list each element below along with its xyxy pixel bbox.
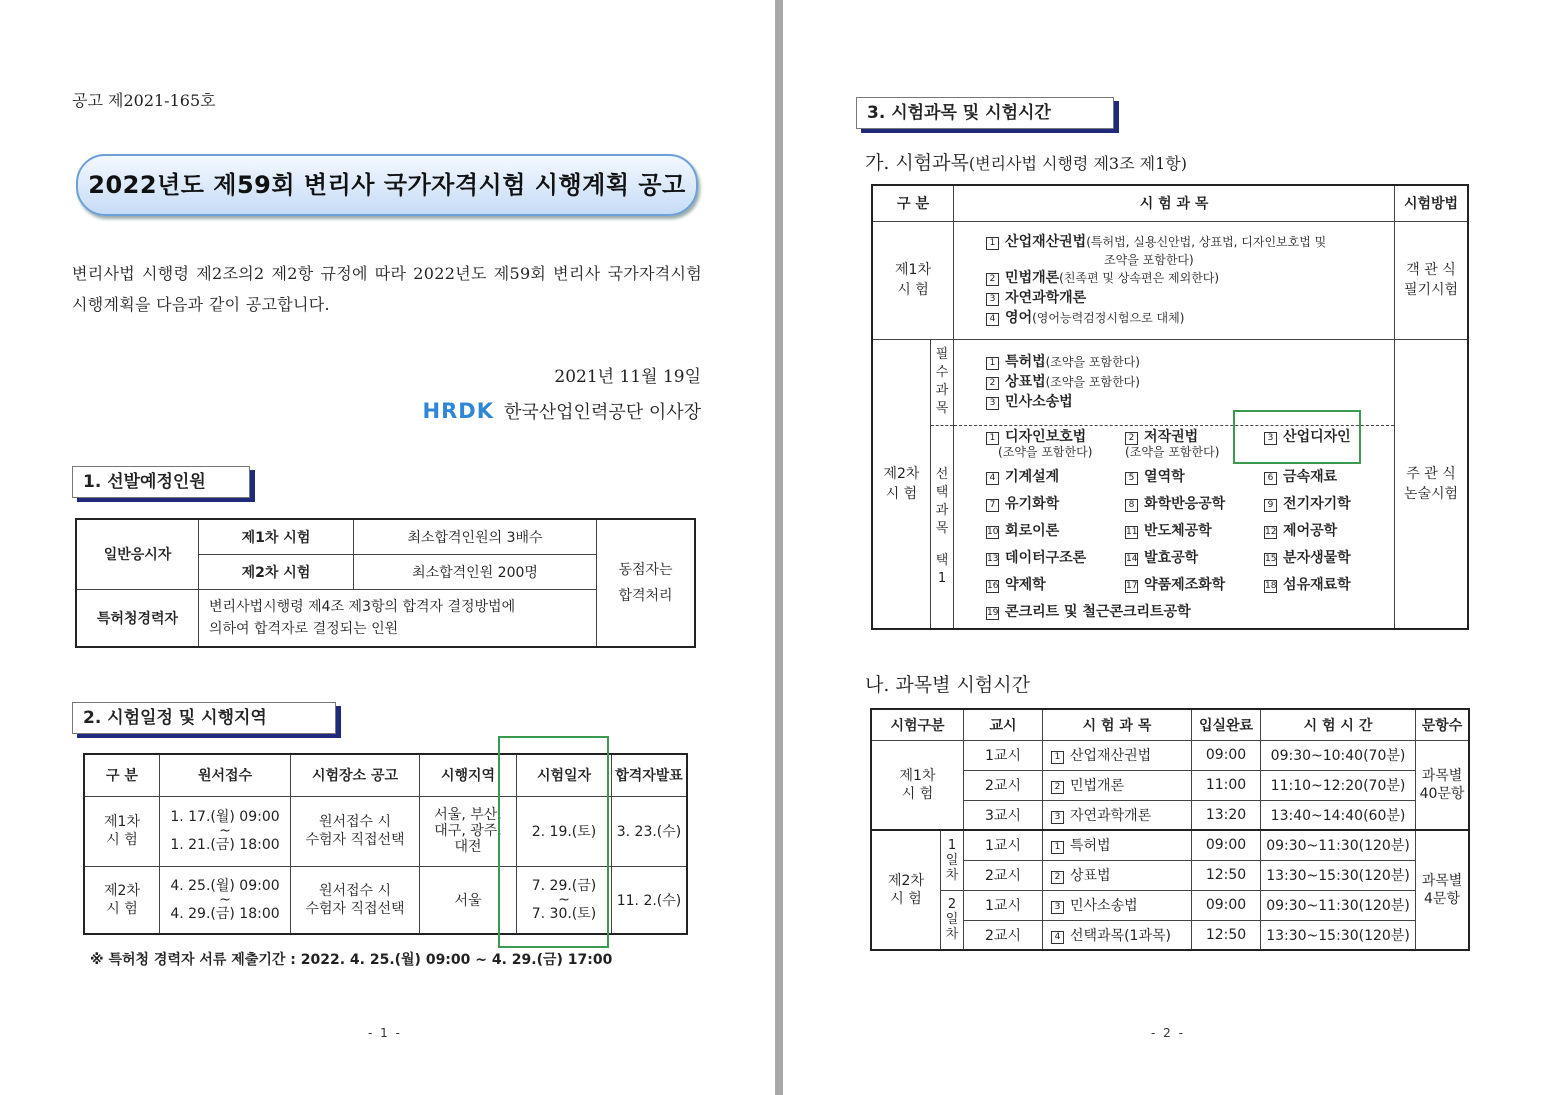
elective-char: 택	[935, 484, 949, 500]
number-box: 6	[1264, 472, 1277, 485]
application-start: 4. 25.(월) 09:00	[170, 877, 280, 894]
subject-name: 상표법	[1005, 374, 1046, 390]
subject-header-method: 시험방법	[1395, 185, 1468, 221]
selection-quota-table	[75, 518, 696, 648]
subject-name: 열역학	[1144, 468, 1185, 485]
count-line-1: 과목별	[1421, 767, 1463, 784]
elective-item	[986, 494, 1125, 514]
notice-number: 공고 제2021-165호	[72, 91, 216, 110]
issue-date: 2021년 11월 19일	[554, 367, 701, 387]
venue-line-2: 수험자 직접선택	[305, 900, 405, 917]
period-cell: 2교시	[964, 920, 1043, 950]
subject-cell	[1043, 920, 1192, 950]
number-box: 3	[986, 397, 999, 410]
elective-item	[986, 602, 1394, 622]
entry-cell: 09:00	[1192, 740, 1261, 770]
subject-table	[871, 184, 1469, 630]
region-line-2: 대구, 광주,	[434, 823, 502, 839]
subject-name: 약제학	[1005, 576, 1046, 593]
time-row	[871, 890, 1469, 920]
subject-text: 민사소송법	[1070, 898, 1138, 914]
subject-note: (친족편 및 상속편은 제외한다)	[1059, 271, 1220, 285]
application-end: 4. 29.(금) 18:00	[170, 905, 280, 922]
count-first	[1416, 740, 1470, 830]
kipo-quota	[199, 589, 597, 647]
application-tilde: ~	[219, 891, 231, 908]
time-cell: 13:30~15:30(120분)	[1261, 860, 1416, 890]
elective-item	[986, 548, 1125, 568]
day-char: 차	[945, 867, 959, 883]
page-number: - 2 -	[1151, 1026, 1185, 1040]
time-first-label	[871, 740, 964, 830]
subject-cell	[1043, 770, 1192, 800]
issuer-name: 한국산업인력공단 이사장	[504, 402, 701, 423]
elective-char: 1	[937, 570, 947, 586]
issuer-signature	[423, 398, 701, 424]
required-char: 과	[935, 383, 949, 398]
subject-first-label	[872, 221, 954, 339]
subsection-b-title: 나. 과목별 시험시간	[865, 674, 1030, 696]
first-method	[1395, 221, 1468, 339]
subject-name: 약품제조화학	[1144, 576, 1226, 593]
intro-paragraph: 변리사법 시행령 제2조의2 제2항 규정에 따라 2022년도 제59회 변리사 국가자격시험 시행계획을 다음과 같이 공고합니다.	[72, 264, 702, 314]
number-box: 2	[986, 273, 999, 286]
label-line-2: 시 험	[901, 785, 934, 802]
number-box: 3	[1051, 811, 1064, 824]
elective-item	[1264, 575, 1394, 595]
method-line-2: 필기시험	[1403, 282, 1459, 298]
count-line-2: 40문항	[1419, 785, 1465, 802]
division-line-2: 시 험	[106, 900, 138, 917]
time-header-subject: 시 험 과 목	[1043, 709, 1192, 740]
label-line-2: 시 험	[885, 485, 918, 502]
division-line-1: 제2차	[104, 882, 140, 899]
schedule-table	[83, 753, 688, 935]
day-char: 1	[947, 837, 957, 853]
number-box: 11	[1126, 526, 1138, 537]
required-label	[930, 339, 953, 425]
schedule-header-date: 시험일자	[517, 754, 612, 796]
number-box: 3	[1051, 901, 1064, 914]
day-1-label	[941, 830, 964, 890]
number-box: 3	[1264, 432, 1277, 445]
subsection-a-note: (변리사법 시행령 제3조 제1항)	[968, 154, 1187, 173]
schedule-division	[84, 796, 160, 866]
general-applicant-label: 일반응시자	[76, 519, 199, 589]
subject-cell	[1043, 860, 1192, 890]
subject-second-label	[872, 339, 930, 629]
time-cell: 09:30~11:30(120분)	[1261, 890, 1416, 920]
subject-row-second-required	[872, 339, 1468, 425]
subject-cell	[1043, 830, 1192, 860]
schedule-division	[84, 866, 160, 934]
day-char: 2	[947, 897, 957, 913]
subject-name: 화학반응공학	[1144, 495, 1226, 512]
label-line-1: 제2차	[888, 873, 924, 889]
subject-item	[986, 288, 1392, 308]
subject-item	[986, 308, 1392, 328]
subject-name: 기계설계	[1005, 468, 1060, 485]
time-cell: 11:10~12:20(70분)	[1261, 770, 1416, 800]
number-box: 4	[986, 472, 999, 485]
schedule-application	[160, 866, 291, 934]
schedule-header-application: 원서접수	[160, 754, 291, 796]
count-line-1: 과목별	[1421, 873, 1463, 889]
entry-cell: 09:00	[1192, 890, 1261, 920]
elective-item	[986, 521, 1125, 541]
subject-note: (영어능력검정시험으로 대체)	[1032, 311, 1185, 325]
period-cell: 1교시	[964, 890, 1043, 920]
subject-name: 산업재산권법	[1005, 234, 1087, 250]
subject-note: (조약을 포함한다)	[1045, 375, 1140, 389]
entry-cell: 09:00	[1192, 830, 1261, 860]
period-cell: 1교시	[964, 830, 1043, 860]
subject-name: 분자생물학	[1283, 549, 1351, 566]
subject-cell	[1043, 890, 1192, 920]
label-line-1: 제1차	[899, 767, 936, 784]
page-divider	[775, 0, 783, 1095]
document-page-1	[0, 0, 775, 1095]
schedule-region: 서울	[420, 866, 517, 934]
subject-name: 유기화학	[1005, 495, 1060, 512]
elective-item	[986, 467, 1125, 487]
subject-text: 특허법	[1070, 838, 1111, 855]
label-line-2: 시 험	[890, 891, 922, 907]
entry-cell: 13:20	[1192, 800, 1261, 830]
subject-note: (조약을 포함한다)	[998, 444, 1093, 459]
schedule-result-date: 11. 2.(수)	[612, 866, 688, 934]
tie-note-line-1: 동점자는	[618, 562, 673, 578]
subject-note: (특허법, 실용신안법, 상표법, 디자인보호법 및	[1086, 235, 1327, 249]
time-cell: 09:30~10:40(70분)	[1261, 740, 1416, 770]
day-2-label	[941, 890, 964, 950]
subject-name: 디자인보호법	[1005, 428, 1087, 445]
subject-header-division: 구 분	[872, 185, 954, 221]
schedule-venue	[291, 796, 420, 866]
label-line-1: 제1차	[895, 262, 931, 278]
required-char: 목	[935, 401, 949, 416]
number-box: 5	[1125, 472, 1138, 485]
number-box: 10	[987, 526, 999, 537]
subject-text: 민법개론	[1070, 778, 1125, 794]
number-box: 9	[1264, 499, 1277, 512]
time-header-count: 문항수	[1416, 709, 1470, 740]
number-box: 2	[1051, 871, 1064, 884]
period-cell: 2교시	[964, 860, 1043, 890]
elective-char: 과	[935, 502, 949, 518]
required-char: 수	[935, 365, 949, 380]
subject-name: 회로이론	[1005, 522, 1060, 539]
subject-name: 반도체공학	[1144, 522, 1212, 539]
subject-cell	[1043, 800, 1192, 830]
subject-note: (조약을 포함한다)	[1045, 355, 1140, 369]
number-box: 17	[1126, 580, 1138, 591]
region-line-3: 대전	[454, 839, 482, 855]
subject-name: 산업디자인	[1283, 428, 1351, 445]
number-box: 1	[1051, 751, 1064, 764]
required-subject-list	[954, 339, 1395, 425]
number-box: 2	[1125, 432, 1138, 445]
number-box: 13	[987, 553, 999, 564]
method-line-1: 객 관 식	[1406, 262, 1456, 278]
label-line-1: 제2차	[883, 465, 920, 482]
number-box: 19	[987, 607, 999, 618]
second-exam-label: 제2차 시험	[199, 554, 354, 589]
number-box: 2	[1051, 781, 1064, 794]
period-cell: 2교시	[964, 770, 1043, 800]
subject-row-second-elective	[872, 425, 1468, 629]
period-cell: 3교시	[964, 800, 1043, 830]
schedule-result-date: 3. 23.(수)	[612, 796, 688, 866]
subject-name: 데이터구조론	[1005, 549, 1087, 566]
subject-name: 발효공학	[1144, 549, 1199, 566]
time-header-entry: 입실완료	[1192, 709, 1261, 740]
subject-name: 전기자기학	[1283, 495, 1351, 512]
elective-item	[1125, 430, 1264, 460]
time-cell: 13:30~15:30(120분)	[1261, 920, 1416, 950]
count-second	[1416, 830, 1470, 950]
subject-row-first	[872, 221, 1468, 339]
subsection-a-title	[865, 148, 1187, 175]
section-2-title: 2. 시험일정 및 시행지역	[72, 702, 336, 734]
schedule-venue	[291, 866, 420, 934]
subject-item	[986, 392, 1392, 412]
kipo-label: 특허청경력자	[76, 589, 199, 647]
number-box: 1	[986, 237, 999, 250]
document-title: 2022년도 제59회 변리사 국가자격시험 시행계획 공고	[76, 154, 698, 216]
elective-label	[930, 425, 953, 629]
document-page-2	[783, 0, 1557, 1095]
schedule-header-region: 시행지역	[420, 754, 517, 796]
schedule-header-venue: 시험장소 공고	[291, 754, 420, 796]
method-line-1: 주 관 식	[1406, 465, 1456, 482]
number-box: 1	[1051, 841, 1064, 854]
elective-item	[986, 430, 1125, 460]
elective-char: 선	[935, 466, 949, 482]
section-3-title: 3. 시험과목 및 시험시간	[856, 97, 1114, 129]
venue-line-2: 수험자 직접선택	[305, 832, 405, 848]
subject-name: 영어	[1005, 310, 1033, 326]
subject-name: 콘크리트 및 철근콘크리트공학	[1005, 603, 1191, 620]
subject-name: 금속재료	[1283, 468, 1338, 485]
application-end: 1. 21.(금) 18:00	[170, 837, 280, 853]
elective-spacer	[933, 538, 951, 552]
time-row	[871, 740, 1469, 770]
tie-note-line-2: 합격처리	[618, 588, 673, 604]
application-tilde: ~	[219, 823, 231, 839]
required-char: 필	[935, 347, 949, 362]
day-char: 일	[945, 912, 959, 928]
entry-cell: 12:50	[1192, 860, 1261, 890]
subject-header-subjects: 시 험 과 목	[954, 185, 1395, 221]
time-row	[871, 830, 1469, 860]
schedule-application	[160, 796, 291, 866]
elective-item	[1125, 575, 1264, 595]
region-line-1: 서울, 부산,	[434, 807, 502, 823]
schedule-region	[420, 796, 517, 866]
subject-text: 선택과목(1과목)	[1070, 927, 1171, 944]
number-box: 15	[1265, 553, 1277, 564]
division-line-1: 제1차	[104, 814, 140, 830]
subject-item	[986, 268, 1392, 288]
elective-char: 택	[935, 552, 949, 568]
subject-name: 특허법	[1005, 354, 1046, 370]
exam-time-table	[870, 708, 1470, 951]
subject-text: 산업재산권법	[1070, 748, 1152, 764]
subject-note: (조약을 포함한다)	[1125, 444, 1220, 459]
elective-item	[1264, 430, 1394, 460]
count-line-2: 4문항	[1424, 891, 1460, 907]
subject-text: 상표법	[1070, 868, 1111, 884]
number-box: 12	[1265, 526, 1277, 537]
tie-note	[597, 519, 696, 647]
time-header-time: 시 험 시 간	[1261, 709, 1416, 740]
division-line-2: 시 험	[106, 832, 138, 848]
elective-item	[1125, 467, 1264, 487]
subject-item	[986, 232, 1392, 252]
day-char: 차	[945, 927, 959, 943]
number-box: 18	[1265, 580, 1277, 591]
venue-line-1: 원서접수 시	[318, 882, 392, 899]
elective-item	[1125, 548, 1264, 568]
number-box: 2	[986, 377, 999, 390]
second-exam-quota: 최소합격인원 200명	[354, 554, 597, 589]
day-char: 일	[945, 852, 959, 868]
entry-cell: 12:50	[1192, 920, 1261, 950]
number-box: 1	[986, 357, 999, 370]
label-line-2: 시 험	[897, 282, 929, 298]
time-cell: 09:30~11:30(120분)	[1261, 830, 1416, 860]
time-cell: 13:40~14:40(60분)	[1261, 800, 1416, 830]
subject-cell	[1043, 740, 1192, 770]
elective-grid	[986, 430, 1394, 622]
number-box: 4	[1051, 931, 1064, 944]
elective-item	[1264, 467, 1394, 487]
subsection-a-label: 가. 시험과목	[865, 152, 969, 174]
elective-subject-list	[954, 425, 1395, 629]
exam-date-tilde: ~	[558, 891, 570, 908]
time-second-label	[871, 830, 941, 950]
subject-item	[986, 372, 1392, 392]
elective-item	[986, 575, 1125, 595]
exam-date-end: 7. 30.(토)	[531, 905, 597, 922]
elective-item	[1264, 521, 1394, 541]
schedule-exam-date	[517, 866, 612, 934]
time-header-division: 시험구분	[871, 709, 964, 740]
kipo-quota-line-1: 변리사법시행령 제4조 제3항의 합격자 결정방법에	[209, 598, 516, 615]
subject-item	[986, 352, 1392, 372]
elective-item	[1125, 494, 1264, 514]
subject-note-continued: 조약을 포함한다)	[1104, 253, 1194, 267]
elective-item	[1125, 521, 1264, 541]
subject-name: 섬유재료학	[1283, 576, 1351, 593]
application-start: 1. 17.(월) 09:00	[170, 809, 280, 825]
elective-char: 목	[935, 520, 949, 536]
first-subject-list	[954, 221, 1395, 339]
exam-date-start: 7. 29.(금)	[531, 877, 597, 894]
page-number: - 1 -	[368, 1026, 402, 1040]
number-box: 14	[1126, 553, 1138, 564]
schedule-header-division: 구 분	[84, 754, 160, 796]
subject-name: 자연과학개론	[1005, 290, 1087, 306]
entry-cell: 11:00	[1192, 770, 1261, 800]
subject-text: 자연과학개론	[1070, 807, 1152, 824]
kipo-quota-line-2: 의하여 합격자로 결정되는 인원	[209, 620, 399, 637]
subject-name: 저작권법	[1144, 428, 1199, 445]
schedule-exam-date: 2. 19.(토)	[517, 796, 612, 866]
number-box: 8	[1125, 499, 1138, 512]
venue-line-1: 원서접수 시	[318, 814, 392, 830]
subject-name: 민사소송법	[1005, 394, 1073, 410]
kipo-footnote: ※ 특허청 경력자 서류 제출기간 : 2022. 4. 25.(월) 09:00 ~ 4. 29.(금) 17:00	[90, 952, 613, 968]
number-box: 3	[986, 293, 999, 306]
number-box: 7	[986, 499, 999, 512]
number-box: 16	[987, 580, 999, 591]
schedule-row-first	[84, 796, 687, 866]
schedule-header-result: 합격자발표	[612, 754, 688, 796]
method-line-2: 논술시험	[1403, 485, 1459, 502]
elective-item	[1264, 548, 1394, 568]
subject-name: 민법개론	[1005, 270, 1060, 286]
number-box: 4	[986, 313, 999, 326]
elective-item	[1264, 494, 1394, 514]
time-header-period: 교시	[964, 709, 1043, 740]
second-method	[1395, 339, 1468, 629]
section-1-title: 1. 선발예정인원	[72, 466, 250, 498]
number-box: 1	[986, 432, 999, 445]
subject-name: 제어공학	[1283, 522, 1338, 539]
hrdk-logo: HRDK	[422, 399, 494, 423]
first-exam-label: 제1차 시험	[199, 519, 354, 554]
period-cell: 1교시	[964, 740, 1043, 770]
schedule-row-second	[84, 866, 687, 934]
first-exam-quota: 최소합격인원의 3배수	[354, 519, 597, 554]
